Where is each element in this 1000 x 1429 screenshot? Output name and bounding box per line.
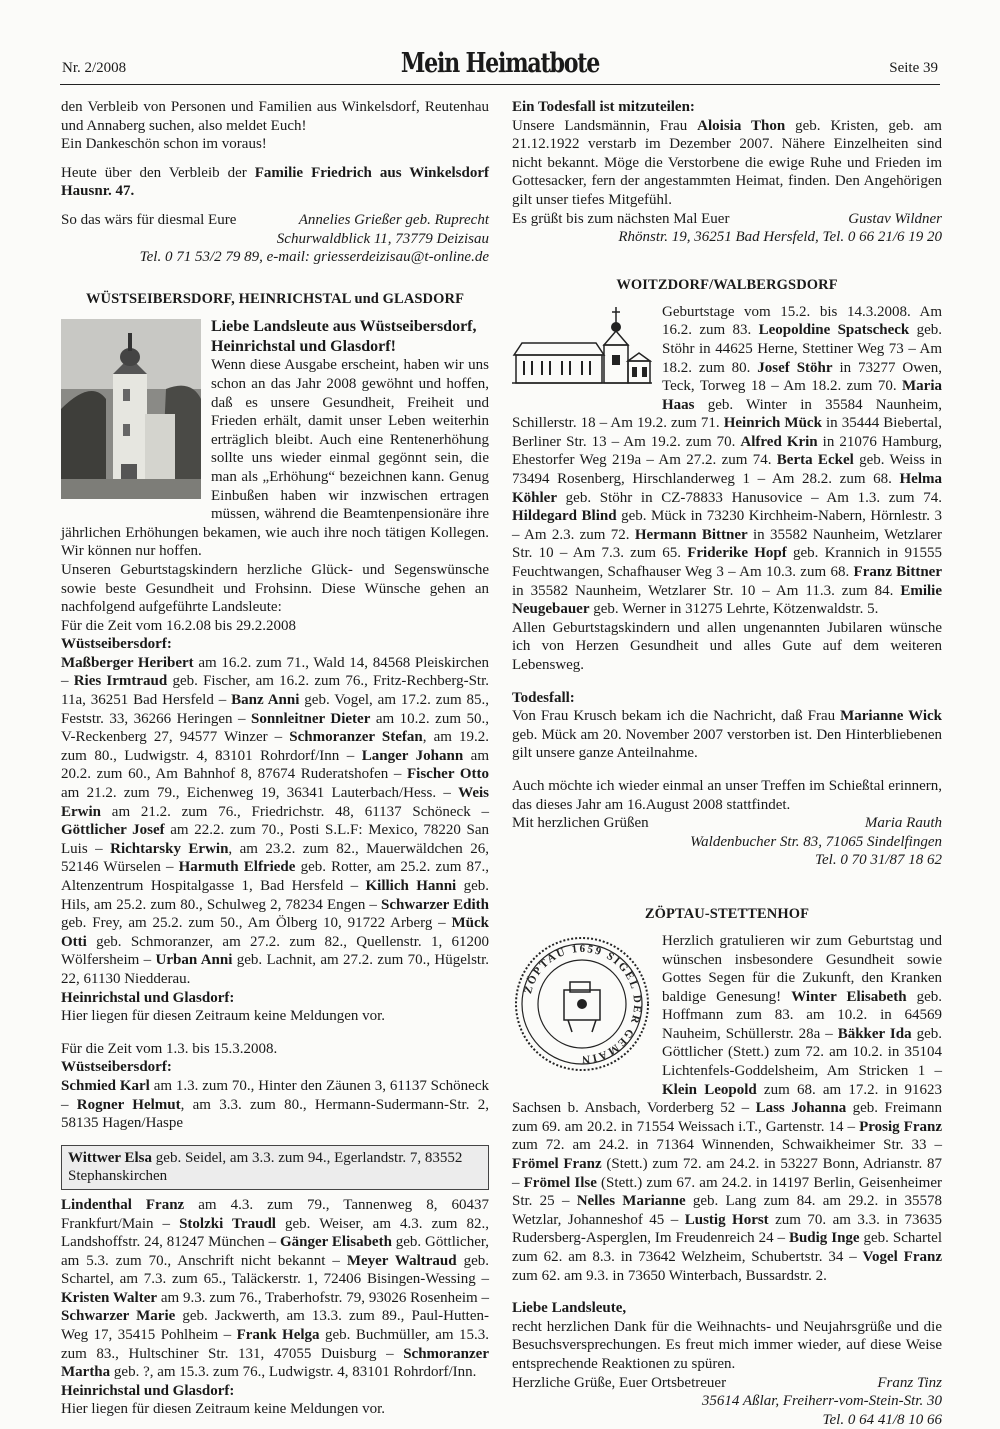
entry-text: Unsere Landsmännin, Frau xyxy=(512,117,698,134)
death-notice xyxy=(512,117,942,210)
masthead-logo: Mein Heimatbote xyxy=(400,47,600,79)
person-name: Frank Helga xyxy=(236,1327,320,1344)
person-name: Meyer Waltraud xyxy=(346,1252,457,1269)
signature-tinz: Herzliche Grüße, Euer Ortsbetreuer Franz Tinz xyxy=(512,1374,942,1391)
person-name: Göttlicher Josef xyxy=(61,822,165,839)
person-name: Aloisia Thon xyxy=(697,117,786,134)
entry-text: am 21.2. zum 79., Eichenweg 19, 36341 Lauterbach/Hess. – xyxy=(61,785,459,802)
entry-text: geb. Rotter, am 25.2. zum 87., Altenzentrum Hospitalgasse 1, Bad Hersfeld – xyxy=(61,859,490,894)
entry-text: am 21.2. zum 76., Friedrichstr. 48, 61137 Schöneck – xyxy=(101,803,489,820)
entry-text: geb. Seidel, am 3.3. zum 94., Egerlandstr. 7, 83552 Stephanskirchen xyxy=(68,1149,463,1185)
entry-text: geb. Hils, am 25.2. zum 80., Schulweg 2, 78234 Engen – xyxy=(61,878,489,913)
entry-text: geb. Mück in 73230 Kirchheim-Nabern, Hörnlestr. 3 – Am 2.3. zum 72. xyxy=(512,508,942,543)
signature-wildner-address: Rhönstr. 19, 36251 Bad Hersfeld, Tel. 0 66 21/6 19 20 xyxy=(618,229,942,246)
person-name: Winter Elisabeth xyxy=(791,988,907,1005)
issue-number: Nr. 2/2008 xyxy=(62,60,127,77)
person-name: Heinrich Mück xyxy=(723,415,822,432)
person-name: Schwarzer Edith xyxy=(381,896,489,913)
person-name: Emilie Neugebauer xyxy=(512,582,942,618)
entry-text: geb. Weiser, am 4.3. zum 82., Landshoffstr. 24, 81247 München – xyxy=(61,1215,489,1251)
birthday-list-1 xyxy=(61,654,489,989)
entry-text: am 22.2. zum 70., Posti S.L.F: Mexico, 78220 San Luis – xyxy=(61,822,490,857)
entry-text: geb. Schartel zum 62. am 8.3. in 73642 Welzheim, Schubertstr. 34 – xyxy=(512,1230,942,1265)
entry-text: geb. Krannich in 91555 Feuchtwangen, Schafhauser Weg 3 – Am 10.3. zum 68. xyxy=(512,545,943,581)
entry-text: in 35444 Biebertal, Berliner Str. 13 – Am 19.2. zum 70. xyxy=(512,415,942,450)
woitzdorf-wishes: Allen Geburtstagskindern und allen ungenannten Jubilaren wünsche ich von Herzen Gesundheit und alles Gute auf dem weiteren Lebensweg. xyxy=(512,619,942,673)
signature-tinz-address: 35614 Aßlar, Freiherr-vom-Stein-Str. 30 xyxy=(701,1393,942,1410)
meeting-reminder: Auch möchte ich wieder einmal an unser Treffen im Schießtal erinnern, das dieses Jahr am 16.August 2008 stattfindet. xyxy=(512,777,943,813)
entry-text: geb. Lang zum 84. am 29.2. in 35578 Wetzlar, Johanneshof 45 – xyxy=(512,1193,942,1228)
subheading-heinrichstal: Heinrichstal und Glasdorf: xyxy=(61,989,235,1006)
signature-rauth-address: Waldenbucher Str. 83, 71065 Sindelfingen xyxy=(690,833,942,850)
birthday-list-2 xyxy=(61,1077,489,1133)
entry-text: geb. Winter in 35584 Naunheim, Schillerstr. 18 – Am 19.2. zum 71. xyxy=(512,396,942,432)
period-1: Für die Zeit vom 16.2.08 bis 29.2.2008 xyxy=(61,617,296,634)
thanks-text: Ein Dankeschön schon im voraus! xyxy=(61,136,267,153)
birthday-list-3 xyxy=(61,1196,489,1382)
person-name: Kristen Walter xyxy=(61,1289,158,1306)
entry-text: , am 19.2. zum 80., Ludwigstr. 4, 83101 Rohrdorf/Inn – xyxy=(61,729,490,764)
person-name: Stolzki Traudl xyxy=(179,1215,276,1232)
highlighted-birthday xyxy=(68,1149,482,1186)
signature-address: Schurwaldblick 11, 73779 Deizisau xyxy=(276,230,489,247)
person-name: Schmoranzer Martha xyxy=(61,1345,489,1381)
person-name: Berta Eckel xyxy=(776,452,854,469)
letter-text: Wenn diese Ausgabe erscheint, haben wir uns schon an das Jahr 2008 gewöhnt und hoffen, daß es unsere Gesundheit, Freiheit und Frieden erhält, damit unser Leben weiterhin erträglich bleibt. Auch eine Rentenerhöhung sollte uns wieder einmal gegönnt sein, die man als „Erhöhung“ bezeichnen kann. Genug Einbußen haben wir inzwischen ertragen müssen, während die Beamtenpensionäre ihre jährlichen Erhöhungen bekamen, wie auch ihre noch tätigen Kollegen. Wir können nur hoffen. xyxy=(61,357,489,560)
intro-text: den Verbleib von Personen und Familien aus Winkelsdorf, Reutenhau und Annaberg suchen, also meldet Euch! xyxy=(61,99,489,134)
entry-text: Herzlich gratulieren wir zum Geburtstag und wünschen insbesondere Gesundheit sowie Gottes Segen für die Zukunft, den Kranken baldige Genesung! xyxy=(662,932,942,1005)
entry-text: zum 70. am 3.3. in 73635 Rudersberg-Asperglen, Im Freudenreich 24 – xyxy=(512,1211,942,1247)
entry-text: geb. Werner in 31275 Lehrte, Kötzenwaldstr. 5. xyxy=(589,601,879,618)
highlighted-birthday-box xyxy=(61,1145,489,1190)
person-name: Schwarzer Marie xyxy=(61,1308,176,1325)
left-column xyxy=(61,98,489,1419)
person-name: Bäkker Ida xyxy=(837,1025,912,1042)
person-name: Prosig Franz xyxy=(859,1118,942,1135)
church-photo xyxy=(61,319,201,505)
entry-text: geb. Schartel, am 7.3. zum 65., Taläckerstr. 1, 72406 Bisingen-Wessing – xyxy=(61,1252,489,1288)
person-name: Maria Haas xyxy=(662,378,942,413)
entry-text: am 10.2. zum 50., V-Reckenberg 27, 94577 Winzer – xyxy=(61,710,489,746)
entry-text: geb. Stöhr in CZ-78833 Hanusovice – Am 1.3. zum 74. xyxy=(557,489,942,506)
entry-text: geb. Schmoranzer, am 27.2. zum 82., Quellenstr. 1, 61200 Wölfersheim – xyxy=(61,933,489,969)
no-reports-1: Hier liegen für diesen Zeitraum keine Meldungen vor. xyxy=(61,1008,386,1025)
person-name: Alfred Krin xyxy=(740,433,818,450)
greeting-heading: Liebe Landsleute aus Wüstseibersdorf, Heinrichstal und Glasdorf! xyxy=(211,317,477,355)
wishes-text: Unseren Geburtstagskindern herzliche Glück- und Segenswünsche sowie beste Gesundheit und Frohsinn. Diese Wünsche gehen an nachfolgend aufgeführte Landsleute: xyxy=(61,561,489,616)
person-name: Ries Irmtraud xyxy=(73,673,168,690)
person-name: Urban Anni xyxy=(155,952,233,969)
person-name: Wittwer Elsa xyxy=(68,1149,153,1166)
person-name: Lindenthal Franz xyxy=(61,1196,185,1213)
person-name: Maßberger Heribert xyxy=(61,654,194,671)
person-name: Schmied Karl xyxy=(61,1077,150,1094)
subheading-wuestseibersdorf-2: Wüstseibersdorf: xyxy=(61,1059,172,1076)
entry-text: geb. Jackwerth, am 13.3. zum 89., Paul-Hutten-Weg 17, 35415 Pohlheim – xyxy=(61,1308,489,1344)
signature-tinz-tel: Tel. 0 64 41/8 10 66 xyxy=(822,1411,942,1428)
person-name: Lass Johanna xyxy=(755,1100,847,1117)
entry-text: geb. Fischer, am 16.2. zum 76., Fritz-Rechberg-Str. 11a, 36251 Bad Hersfeld – xyxy=(61,673,489,709)
no-reports-2: Hier liegen für diesen Zeitraum keine Meldungen vor. xyxy=(61,1401,386,1418)
person-name: Franz Bittner xyxy=(853,564,942,581)
person-name: Vogel Franz xyxy=(862,1249,942,1265)
village-church-drawing xyxy=(512,305,652,393)
entry-text: geb. Lachnit, am 27.2. zum 70., Hügelstr. 22, 61130 Niedderau. xyxy=(61,952,489,987)
entry-text: (Stett.) zum 72. am 24.2. in 53227 Bonn, Adrianstr. 87 – xyxy=(512,1156,942,1191)
person-name: Langer Johann xyxy=(361,747,464,764)
section-title-zoeptau: ZÖPTAU-STETTENHOF xyxy=(644,905,810,922)
section-title-woitzdorf: WOITZDORF/WALBERGSDORF xyxy=(616,276,838,293)
entry-text: geb. Vogel, am 17.2. zum 85., Feststr. 33, 36266 Heringen – xyxy=(61,692,489,727)
person-name: Harmuth Elfriede xyxy=(178,859,296,876)
entry-text: in 21076 Hamburg, Ehestorfer Weg 219a – Am 27.2. zum 74. xyxy=(512,433,942,469)
person-name: Leopoldine Spatscheck xyxy=(758,322,910,339)
person-name: Frömel Ilse xyxy=(523,1174,597,1191)
person-name: Richtarsky Erwin xyxy=(110,840,229,857)
person-name: Sonnleitner Dieter xyxy=(250,710,371,727)
person-name: Nelles Marianne xyxy=(576,1193,686,1210)
entry-text: (Stett.) zum 67. am 24.2. in 14197 Berlin, Geisenheimer Str. 25 – xyxy=(512,1174,943,1210)
entry-text: am 20.2. zum 60., Am Bahnhof 8, 87674 Ruderatshofen – xyxy=(61,747,490,783)
zoeptau-seal xyxy=(512,934,652,1080)
right-column xyxy=(512,98,942,1429)
entry-text: Von Frau Krusch bekam ich die Nachricht, daß Frau xyxy=(512,708,841,725)
page-number: Seite 39 xyxy=(889,60,938,77)
person-name: Weis Erwin xyxy=(61,785,489,820)
death-notice-title: Ein Todesfall ist mitzuteilen: xyxy=(512,99,695,115)
person-name: Schmoranzer Stefan xyxy=(289,729,423,746)
person-name: Lustig Horst xyxy=(684,1211,769,1228)
signature-wildner: Es grüßt bis zum nächsten Mal Euer Gustav Wildner xyxy=(512,210,942,227)
person-name: Helma Köhler xyxy=(512,471,942,506)
entry-text: am 1.3. zum 70., Hinter den Zäunen 3, 61137 Schöneck – xyxy=(61,1077,489,1113)
person-name: Josef Stöhr xyxy=(757,359,833,376)
entry-text: geb. Weiss in 73494 Rosenberg, Hirschlanderweg 1 – Am 28.2. zum 68. xyxy=(512,452,942,488)
person-name: Mück Otti xyxy=(61,915,489,950)
entry-text: geb. Buchmüller, am 15.3. zum 83., Hultschiner Str. 131, 47055 Duisburg – xyxy=(61,1327,490,1362)
entry-text: zum 68. am 17.2. in 91623 Sachsen b. Ansbach, Vorderberg 52 – xyxy=(512,1081,942,1117)
entry-text: in 73277 Owen, Teck, Torweg 18 – Am 18.2. zum 70. xyxy=(662,359,942,395)
entry-text: am 4.3. zum 79., Tannenweg 8, 60437 Frankfurt/Main – xyxy=(61,1196,489,1232)
entry-text: geb. ?, am 15.3. zum 76., Ludwigstr. 4, 83101 Rohrdorf/Inn. xyxy=(110,1364,477,1381)
entry-text: am 9.3. zum 76., Traberhofstr. 79, 93026 Rosenheim – xyxy=(157,1289,489,1306)
dear-countrymen-text: recht herzlichen Dank für die Weihnachts- und Neujahrsgrüße und die Besuchsversprechungen. Es freut mich immer wieder, auf diese Weise entsprechende Reaktionen zu spüren. xyxy=(512,1318,942,1372)
entry-text: geb. Stöhr in 44625 Herne, Stettiner Weg 73 – Am 18.2. zum 80. xyxy=(662,322,942,376)
signature-griesser: So das wärs für diesmal Eure Annelies Grießer geb. Ruprecht xyxy=(61,211,489,228)
person-name: Frömel Franz xyxy=(512,1156,602,1173)
entry-text: zum 62. am 9.3. in 73650 Winterbach, Bussardstr. 2. xyxy=(512,1267,827,1284)
entry-text: in 35582 Naunheim, Wetzlarer Str. 10 – Am 7.3. zum 65. xyxy=(512,526,943,562)
seal-inscription: ZÖPTAU 1659 SIGEL DER GEMAIN xyxy=(522,942,644,1066)
entry-text: geb. Frey, am 25.2. zum 50., Am Ölberg 10, 91722 Arberg – xyxy=(61,915,452,932)
todesfall-title: Todesfall: xyxy=(512,689,575,706)
person-name: Fischer Otto xyxy=(407,766,489,783)
page-header xyxy=(60,44,940,85)
person-name: Friderike Hopf xyxy=(687,545,787,562)
entry-text: geb. Freimann zum 69. am 20.2. in 71554 Weissach i.T., Gartenstr. 14 – xyxy=(512,1100,942,1135)
dear-countrymen-title: Liebe Landsleute, xyxy=(512,1300,627,1317)
person-name: Rogner Helmut xyxy=(76,1096,181,1113)
person-name: Klein Leopold xyxy=(662,1081,757,1098)
person-name: Banz Anni xyxy=(231,692,300,709)
entry-text: Geburtstage vom 15.2. bis 14.3.2008. Am 16.2. zum 83. xyxy=(662,303,942,339)
signature-contact: Tel. 0 71 53/2 79 89, e-mail: griesserdeizisau@t-online.de xyxy=(139,249,489,266)
entry-text: geb. Mück am 20. November 2007 verstorben ist. Den Hinterbliebenen gilt unsere ganze Anteilnahme. xyxy=(512,726,942,762)
section-title-wuestseibersdorf: WÜSTSEIBERSDORF, HEINRICHSTAL und GLASDORF xyxy=(85,290,465,307)
subheading-wuestseibersdorf: Wüstseibersdorf: xyxy=(61,636,172,653)
entry-text: am 16.2. zum 71., Wald 14, 84568 Pleiskirchen – xyxy=(61,654,489,690)
entry-text: in 35582 Naunheim, Wetzlarer Str. 10 – Am 11.3. zum 84. xyxy=(512,582,901,599)
person-name: Hildegard Blind xyxy=(512,508,617,525)
signature-rauth: Mit herzlichen Grüßen Maria Rauth xyxy=(512,815,942,832)
search-request: Heute über den Verbleib der Familie Friedrich aus Winkelsdorf Hausnr. 47. xyxy=(61,164,490,200)
entry-text: , am 3.3. zum 80., Hermann-Sudermann-Str. 2, 58135 Hagen/Haspe xyxy=(61,1096,489,1132)
person-name: Marianne Wick xyxy=(840,708,943,725)
person-name: Hermann Bittner xyxy=(634,526,748,543)
entry-text: , am 23.2. zum 82., Mauerwäldchen 26, 52146 Würselen – xyxy=(61,840,489,876)
entry-text: geb. Kristen, geb. am 21.12.1922 verstarb im Dezember 2007. Nähere Einzelheiten sind nicht bekannt. Möge die Verstorbene die ewige Ruhe und Frieden im Gottesacker, fern der angestammten Heimat, finden. Den Angehörigen gilt unser tiefes Mitgefühl. xyxy=(512,117,942,208)
period-2: Für die Zeit vom 1.3. bis 15.3.2008. xyxy=(61,1040,278,1057)
person-name: Killich Hanni xyxy=(365,878,457,894)
entry-text: geb. Hoffmann zum 83. am 10.2. in 64569 Nauheim, Schüllerstr. 28a – xyxy=(662,988,942,1042)
signature-rauth-tel: Tel. 0 70 31/87 18 62 xyxy=(815,852,942,869)
person-name: Budig Inge xyxy=(788,1230,860,1247)
entry-text: geb. Göttlicher, am 5.3. zum 70., Anschrift nicht bekannt – xyxy=(61,1234,490,1269)
person-name: Gänger Elisabeth xyxy=(279,1234,392,1251)
subheading-heinrichstal-2: Heinrichstal und Glasdorf: xyxy=(61,1382,235,1399)
todesfall-text xyxy=(512,707,942,763)
entry-text: geb. Göttlicher (Stett.) zum 72. am 10.2. in 35104 Lichtenfels-Goddelsheim, Am Stricken 1 – xyxy=(662,1025,942,1080)
entry-text: zum 72. am 24.2. in 71364 Winnenden, Schwaikheimer Str. 33 – xyxy=(512,1137,942,1154)
